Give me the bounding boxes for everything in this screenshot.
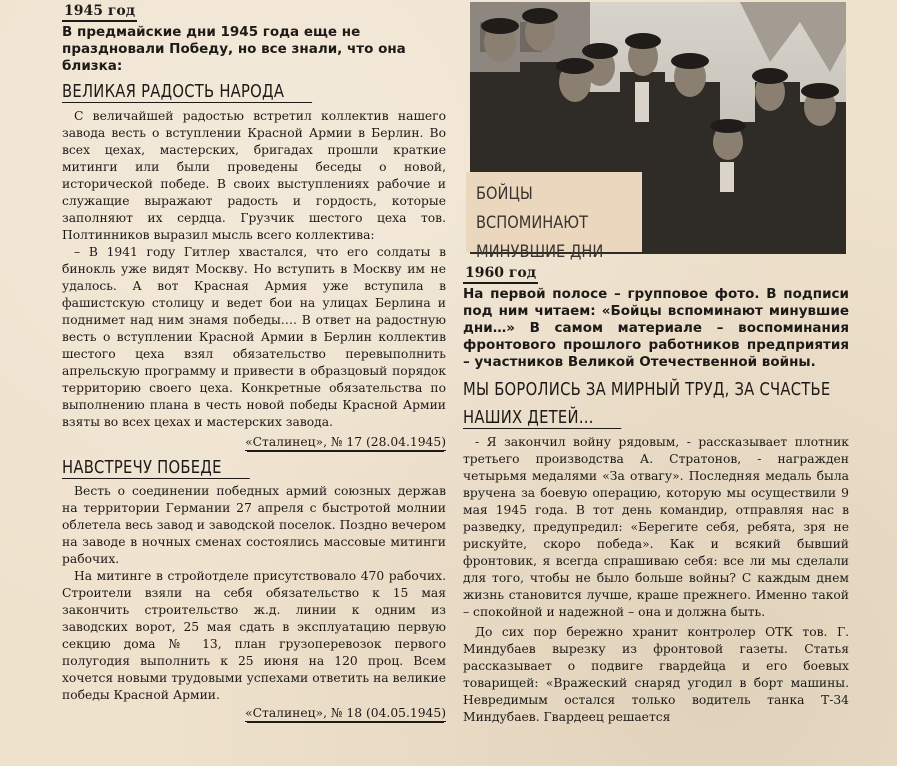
source-citation-2 <box>62 705 446 722</box>
paragraph: – В 1941 году Гитлер хвастался, что его солдаты в бинокль уже видят Москву. Но вступить в Москву им не удалось. А вот Красная Армия уже вступила в фашистскую столицу и ведет бои на улицах Берлина и поднимет над ним знамя победы…. В ответ на радостную весть о вступлении Красной Армии в Берлин коллектив шестого цеха взял обязательство перевыполнить апрельскую программу и привести в образцовый порядок территорию своего цеха. Конкретные обязательства по выполнению плана в честь новой победы Красной Армии взяты во всех цехах и мастерских завода. <box>62 245 446 429</box>
year-label-1960: 1960 год <box>463 264 538 284</box>
source-citation-2-text: «Сталинец», № 18 (04.05.1945) <box>245 706 446 720</box>
lead-1960: На первой полосе – групповое фото. В подписи под ним читаем: «Бойцы вспоминают минувшие дни…» В самом материале – воспоминания фронтового прошлого работников предприятия – участников Великой Отечественной войны. <box>463 286 849 370</box>
article-heading-3 <box>463 376 831 432</box>
left-column <box>62 0 446 722</box>
source-citation-1-text: «Сталинец», № 17 (28.04.1945) <box>245 435 446 449</box>
photo-caption <box>476 180 622 267</box>
article-heading-3-line2: НАШИХ ДЕТЕЙ… <box>463 407 622 429</box>
photo-caption-line: МИНУВШИЕ ДНИ <box>476 242 604 262</box>
article-heading-1 <box>62 81 377 103</box>
article-heading-1-text: ВЕЛИКАЯ РАДОСТЬ НАРОДА <box>62 81 312 103</box>
right-column <box>463 262 849 726</box>
source-citation-1 <box>62 434 446 451</box>
article-heading-2-text: НАВСТРЕЧУ ПОБЕДЕ <box>62 457 250 479</box>
paragraph: На митинге в стройотделе присутствовало 470 рабочих. Строители взяли на себя обязательство к 15 мая закончить строительство ж.д. линии к одним из заводских ворот, 25 мая сдать в эксплуатацию первую секцию дома № 13, план грузоперевозок первого полугодия выполнить к 25 июня на 120 проц. Всем хочется новыми трудовыми успехами ответить на великие победы Красной Армии. <box>62 569 446 702</box>
year-label-1945: 1945 год <box>62 2 137 22</box>
article-heading-3-line1: МЫ БОРОЛИСЬ ЗА МИРНЫЙ ТРУД, ЗА СЧАСТЬЕ <box>463 379 831 400</box>
article-body-2 <box>62 483 446 704</box>
photo-caption-line: БОЙЦЫ ВСПОМИНАЮТ <box>476 184 589 233</box>
paragraph: С величайшей радостью встретил коллектив нашего завода весть о вступлении Красной Армии в Берлин. Во всех цехах, мастерских, бригадах прошли краткие митинги или были проведены беседы о новой, исторической победе. В своих выступлениях рабочие и служащие выражают радость и гордость, которые заполняют их сердца. Грузчик шестого цеха тов. Полтинников выразил мысль всего коллектива: <box>62 109 446 242</box>
paragraph: Весть о соединении победных армий союзных держав на территории Германии 27 апреля с быстротой молнии облетела весь завод и заводской поселок. Поздно вечером на заводе в ночных сменах состоялись массовые митинги рабочих. <box>62 484 446 566</box>
paragraph: До сих пор бережно хранит контролер ОТК тов. Г. Миндубаев вырезку из фронтовой газеты. Статья рассказывает о подвиге гвардейца и его боевых товарищей: «Вражеский снаряд угодил в борт машины. Невредимым остался только водитель танка Т-34 Миндубаев. Гвардеец решается <box>463 625 849 724</box>
article-body-3 <box>463 434 849 726</box>
paragraph: - Я закончил войну рядовым, - рассказывает плотник третьего производства А. Стратонов, - награжден четырьмя медалями «За отвагу». Последняя медаль была вручена за боевую операцию, которую мы осуществили 9 мая 1945 года. В тот день командир, отправляя нас в разведку, предупредил: «Берегите себя, ребята, зря не рискуйте, скоро победа». Как и всякий бывший фронтовик, я всегда спрашиваю себя: все ли мы сделали для того, чтобы не было больше войны? С каждым днем жизнь становится лучше, краше прежнего. Именно такой – спокойной и надежной – она и должна быть. <box>463 435 849 619</box>
article-body-1 <box>62 108 446 431</box>
article-heading-2 <box>62 457 377 479</box>
lead-1945: В предмайские дни 1945 года еще не праздновали Победу, но все знали, что она близка: <box>62 24 406 74</box>
